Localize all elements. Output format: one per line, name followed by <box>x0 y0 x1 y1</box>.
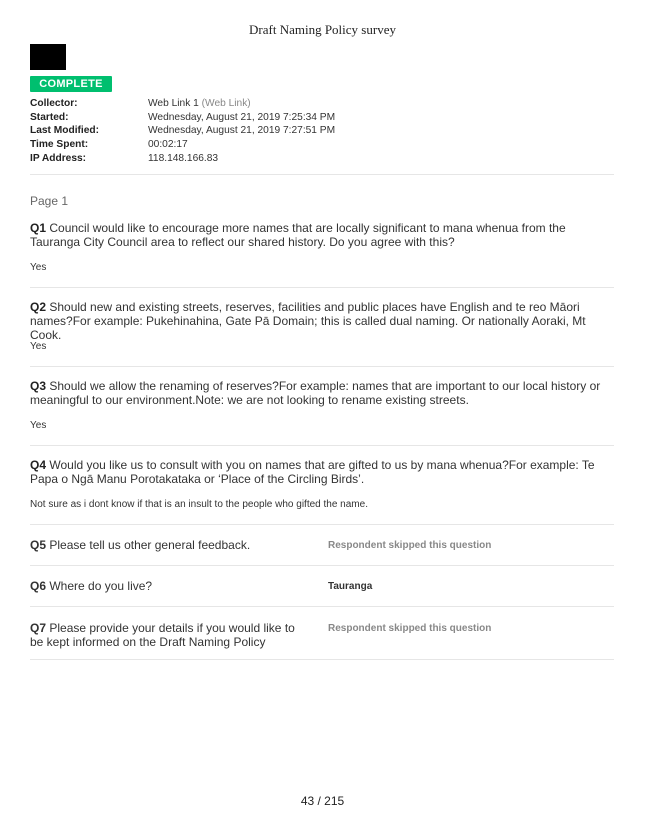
logo-placeholder <box>30 44 66 70</box>
meta-value: 118.148.166.83 <box>148 152 219 164</box>
answer-6: Tauranga <box>328 581 373 592</box>
question-text: Should we allow the renaming of reserves?For example: names that are important to our local history or meaningful to our environment.Note: we are not looking to rename existing streets. <box>30 379 601 407</box>
meta-extra: (Web Link) <box>201 98 251 109</box>
question-number: Q3 <box>30 379 47 393</box>
meta-label: Last Modified: <box>30 125 100 137</box>
question-5 <box>30 538 300 552</box>
question-number: Q6 <box>30 579 47 593</box>
divider <box>30 606 614 607</box>
question-2 <box>30 300 614 342</box>
meta-value: Wednesday, August 21, 2019 7:27:51 PM <box>148 125 336 137</box>
answer-2: Yes <box>30 341 47 352</box>
question-text: Please tell us other general feedback. <box>49 538 251 552</box>
meta-label: IP Address: <box>30 152 87 164</box>
divider <box>30 445 614 446</box>
question-text: Would you like us to consult with you on names that are gifted to us by mana whenua?For example: Te Papa o Ngā Manu Porotakataka or ‘Place of the Circling Birds’. <box>30 458 595 486</box>
meta-value: Wednesday, August 21, 2019 7:25:34 PM <box>148 111 336 123</box>
meta-row-started <box>30 111 614 125</box>
meta-row-collector <box>30 97 614 111</box>
question-1 <box>30 221 614 249</box>
divider <box>30 366 614 367</box>
answer-1: Yes <box>30 262 47 273</box>
question-3 <box>30 379 614 407</box>
divider <box>30 174 614 175</box>
question-number: Q7 <box>30 621 47 635</box>
answer-3: Yes <box>30 420 47 431</box>
meta-label: Started: <box>30 111 69 123</box>
question-4 <box>30 458 614 486</box>
question-text: Should new and existing streets, reserves, facilities and public places have English and te reo Māori names?For example: Pukehinahina, Gate Pā Domain; this is called dual naming. Or nationally Aoraki, Mt Cook. <box>30 300 586 342</box>
skipped-answer-7: Respondent skipped this question <box>328 623 492 634</box>
question-number: Q4 <box>30 458 47 472</box>
meta-value: Web Link 1 (Web Link) <box>148 98 251 109</box>
skipped-answer-5: Respondent skipped this question <box>328 540 492 551</box>
meta-label: Time Spent: <box>30 139 89 151</box>
status-badge: COMPLETE <box>30 76 112 92</box>
document-title: Draft Naming Policy survey <box>249 22 396 37</box>
meta-row-time-spent <box>30 138 614 152</box>
divider <box>30 524 614 525</box>
page-label: Page 1 <box>30 194 69 208</box>
divider <box>30 565 614 566</box>
divider <box>30 659 614 660</box>
question-text: Please provide your details if you would like to be kept informed on the Draft Naming Policy <box>30 621 295 649</box>
meta-row-last-modified <box>30 124 614 138</box>
divider <box>30 287 614 288</box>
question-number: Q2 <box>30 300 47 314</box>
meta-label: Collector: <box>30 98 78 109</box>
question-7 <box>30 621 300 649</box>
page-number: 43 / 215 <box>300 794 345 808</box>
question-text: Where do you live? <box>49 579 153 593</box>
question-number: Q5 <box>30 538 47 552</box>
meta-row-ip-address <box>30 152 614 166</box>
question-number: Q1 <box>30 221 47 235</box>
answer-4: Not sure as i dont know if that is an insult to the people who gifted the name. <box>30 499 368 510</box>
response-metadata <box>30 97 614 165</box>
question-6 <box>30 579 300 593</box>
meta-value: 00:02:17 <box>148 139 188 151</box>
question-text: Council would like to encourage more names that are locally significant to mana whenua from the Tauranga City Council area to reflect our shared history. Do you agree with this? <box>30 221 566 249</box>
